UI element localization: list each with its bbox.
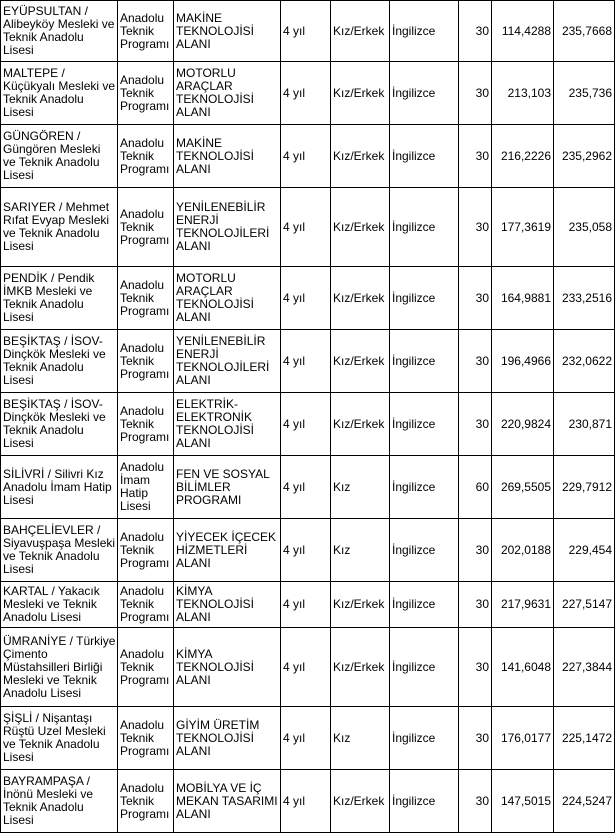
min-score-cell: 217,9631 [492,582,554,628]
language-cell: İngilizce [390,582,459,628]
program-type-cell: Anadolu Teknik Programı [118,1,174,62]
table-row [1,519,615,582]
min-score-cell: 196,4966 [492,330,554,393]
duration-cell: 4 yıl [281,393,331,456]
field-name-cell: MAKİNE TEKNOLOJİSİ ALANI [174,1,281,62]
gender-cell: Kız/Erkek [331,62,390,125]
max-score-cell: 224,5247 [554,770,615,833]
min-score-cell: 147,5015 [492,770,554,833]
duration-cell: 4 yıl [281,770,331,833]
field-name-cell: ELEKTRİK-ELEKTRONİK TEKNOLOJİSİ ALANI [174,393,281,456]
min-score-cell: 164,9881 [492,267,554,330]
school-name-cell: BAYRAMPAŞA / İnönü Mesleki ve Teknik Anadolu Lisesi [1,770,118,833]
program-type-cell: Anadolu Teknik Programı [118,125,174,188]
quota-cell: 30 [459,770,492,833]
program-type-cell: Anadolu Teknik Programı [118,188,174,267]
gender-cell: Kız/Erkek [331,393,390,456]
min-score-cell: 216,2226 [492,125,554,188]
field-name-cell: YENİLENEBİLİR ENERJİ TEKNOLOJİLERİ ALANI [174,188,281,267]
duration-cell: 4 yıl [281,125,331,188]
field-name-cell: MOTORLU ARAÇLAR TEKNOLOJİSİ ALANI [174,267,281,330]
table-row [1,62,615,125]
table-row [1,267,615,330]
min-score-cell: 213,103 [492,62,554,125]
language-cell: İngilizce [390,519,459,582]
min-score-cell: 269,5505 [492,456,554,519]
table-row [1,456,615,519]
program-type-cell: Anadolu Teknik Programı [118,519,174,582]
max-score-cell: 235,058 [554,188,615,267]
quota-cell: 30 [459,330,492,393]
language-cell: İngilizce [390,770,459,833]
duration-cell: 4 yıl [281,628,331,707]
program-type-cell: Anadolu Teknik Programı [118,267,174,330]
language-cell: İngilizce [390,62,459,125]
max-score-cell: 235,2962 [554,125,615,188]
gender-cell: Kız [331,456,390,519]
school-name-cell: SARIYER / Mehmet Rıfat Evyap Mesleki ve Teknik Anadolu Lisesi [1,188,118,267]
min-score-cell: 220,9824 [492,393,554,456]
table-body [1,1,615,833]
quota-cell: 30 [459,188,492,267]
school-name-cell: PENDİK / Pendik İMKB Mesleki ve Teknik Anadolu Lisesi [1,267,118,330]
duration-cell: 4 yıl [281,62,331,125]
gender-cell: Kız/Erkek [331,188,390,267]
language-cell: İngilizce [390,188,459,267]
program-type-cell: Anadolu Teknik Programı [118,582,174,628]
program-type-cell: Anadolu Teknik Programı [118,707,174,770]
max-score-cell: 235,736 [554,62,615,125]
school-name-cell: SİLİVRİ / Silivri Kız Anadolu İmam Hatip Lisesi [1,456,118,519]
quota-cell: 30 [459,62,492,125]
gender-cell: Kız [331,707,390,770]
school-name-cell: BEŞİKTAŞ / İSOV-Dinçkök Mesleki ve Teknik Anadolu Lisesi [1,393,118,456]
duration-cell: 4 yıl [281,267,331,330]
min-score-cell: 177,3619 [492,188,554,267]
duration-cell: 4 yıl [281,188,331,267]
field-name-cell: KİMYA TEKNOLOJİSİ ALANI [174,628,281,707]
field-name-cell: GİYİM ÜRETİM TEKNOLOJİSİ ALANI [174,707,281,770]
field-name-cell: MAKİNE TEKNOLOJİSİ ALANI [174,125,281,188]
program-type-cell: Anadolu Teknik Programı [118,628,174,707]
max-score-cell: 233,2516 [554,267,615,330]
min-score-cell: 176,0177 [492,707,554,770]
field-name-cell: FEN VE SOSYAL BİLİMLER PROGRAMI [174,456,281,519]
program-type-cell: Anadolu Teknik Programı [118,62,174,125]
field-name-cell: YENİLENEBİLİR ENERJİ TEKNOLOJİLERİ ALANI [174,330,281,393]
min-score-cell: 141,6048 [492,628,554,707]
gender-cell: Kız/Erkek [331,125,390,188]
program-type-cell: Anadolu İmam Hatip Lisesi [118,456,174,519]
field-name-cell: KİMYA TEKNOLOJİSİ ALANI [174,582,281,628]
quota-cell: 30 [459,1,492,62]
duration-cell: 4 yıl [281,707,331,770]
table-row [1,582,615,628]
gender-cell: Kız/Erkek [331,1,390,62]
program-type-cell: Anadolu Teknik Programı [118,330,174,393]
language-cell: İngilizce [390,628,459,707]
max-score-cell: 227,5147 [554,582,615,628]
school-name-cell: EYÜPSULTAN / Alibeyköy Mesleki ve Teknik Anadolu Lisesi [1,1,118,62]
quota-cell: 60 [459,456,492,519]
min-score-cell: 114,4288 [492,1,554,62]
school-name-cell: KARTAL / Yakacık Mesleki ve Teknik Anadolu Lisesi [1,582,118,628]
table-row [1,125,615,188]
language-cell: İngilizce [390,456,459,519]
gender-cell: Kız/Erkek [331,582,390,628]
duration-cell: 4 yıl [281,330,331,393]
max-score-cell: 230,871 [554,393,615,456]
max-score-cell: 227,3844 [554,628,615,707]
gender-cell: Kız/Erkek [331,330,390,393]
duration-cell: 4 yıl [281,519,331,582]
language-cell: İngilizce [390,1,459,62]
quota-cell: 30 [459,519,492,582]
table-row [1,393,615,456]
gender-cell: Kız [331,519,390,582]
table-row [1,628,615,707]
max-score-cell: 229,7912 [554,456,615,519]
language-cell: İngilizce [390,707,459,770]
max-score-cell: 235,7668 [554,1,615,62]
duration-cell: 4 yıl [281,582,331,628]
table-row [1,330,615,393]
min-score-cell: 202,0188 [492,519,554,582]
school-name-cell: MALTEPE / Küçükyalı Mesleki ve Teknik Anadolu Lisesi [1,62,118,125]
language-cell: İngilizce [390,330,459,393]
school-name-cell: BEŞİKTAŞ / İSOV-Dinçkök Mesleki ve Teknik Anadolu Lisesi [1,330,118,393]
table-row [1,770,615,833]
field-name-cell: MOTORLU ARAÇLAR TEKNOLOJİSİ ALANI [174,62,281,125]
school-name-cell: GÜNGÖREN / Güngören Mesleki ve Teknik Anadolu Lisesi [1,125,118,188]
quota-cell: 30 [459,707,492,770]
max-score-cell: 229,454 [554,519,615,582]
max-score-cell: 232,0622 [554,330,615,393]
language-cell: İngilizce [390,393,459,456]
max-score-cell: 225,1472 [554,707,615,770]
table-row [1,188,615,267]
gender-cell: Kız/Erkek [331,628,390,707]
language-cell: İngilizce [390,125,459,188]
school-name-cell: BAHÇELİEVLER / Siyavuşpaşa Mesleki ve Teknik Anadolu Lisesi [1,519,118,582]
school-name-cell: ÜMRANİYE / Türkiye Çimento Müstahsilleri Birliği Mesleki ve Teknik Anadolu Lisesi [1,628,118,707]
table-row [1,1,615,62]
quota-cell: 30 [459,582,492,628]
field-name-cell: YİYECEK İÇECEK HİZMETLERİ ALANI [174,519,281,582]
quota-cell: 30 [459,393,492,456]
quota-cell: 30 [459,125,492,188]
quota-cell: 30 [459,267,492,330]
program-type-cell: Anadolu Teknik Programı [118,393,174,456]
duration-cell: 4 yıl [281,456,331,519]
quota-cell: 30 [459,628,492,707]
table-row [1,707,615,770]
field-name-cell: MOBİLYA VE İÇ MEKAN TASARIMI ALANI [174,770,281,833]
gender-cell: Kız/Erkek [331,770,390,833]
gender-cell: Kız/Erkek [331,267,390,330]
program-type-cell: Anadolu Teknik Programı [118,770,174,833]
duration-cell: 4 yıl [281,1,331,62]
school-name-cell: ŞİŞLİ / Nişantaşı Rüştü Uzel Mesleki ve Teknik Anadolu Lisesi [1,707,118,770]
language-cell: İngilizce [390,267,459,330]
